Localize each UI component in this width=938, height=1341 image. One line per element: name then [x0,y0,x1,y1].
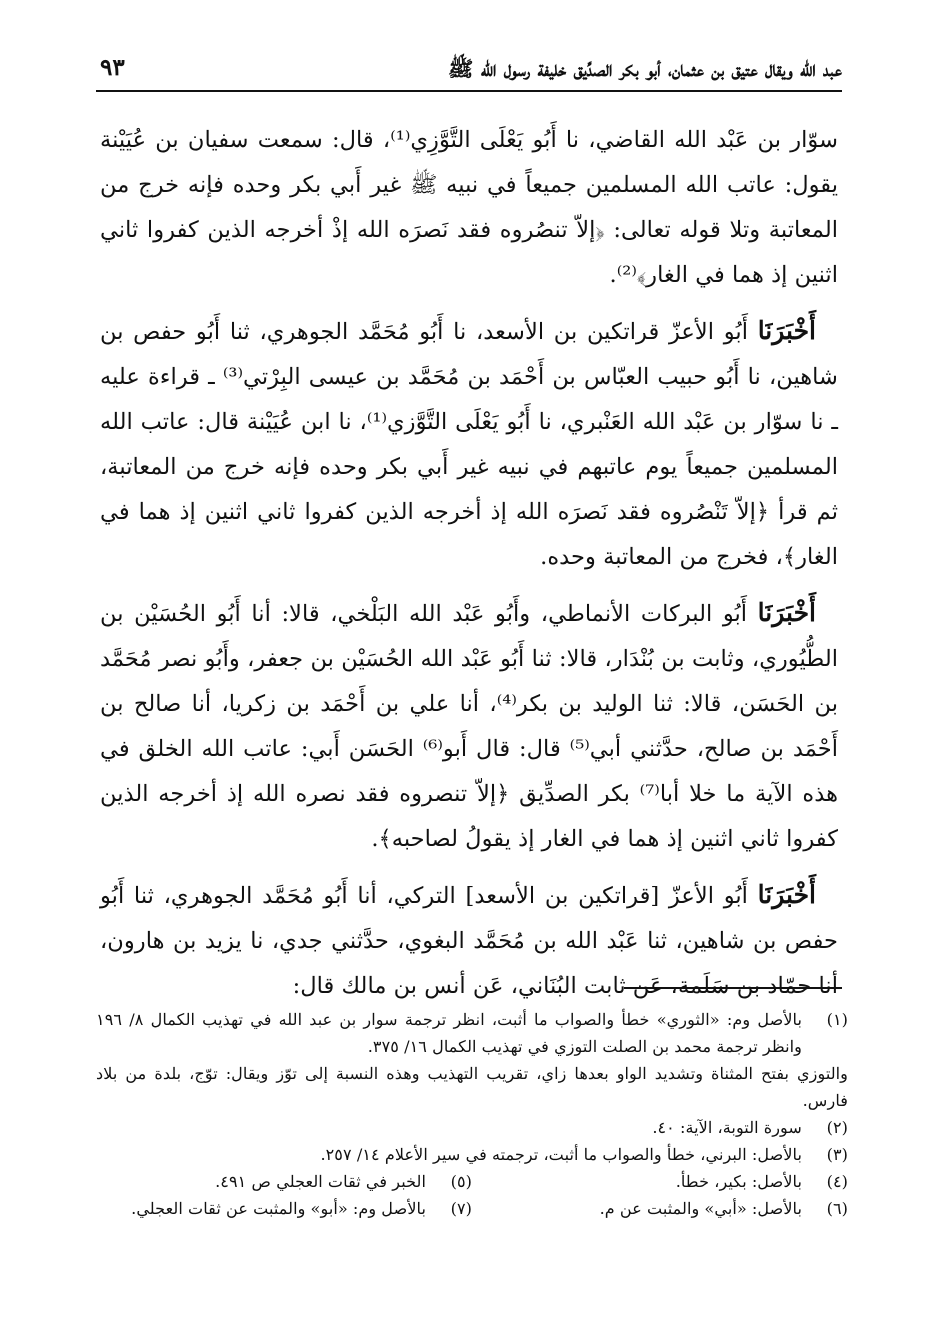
running-header [96,52,842,92]
footnote-text: بالأصل وم: «أبو» والمثبت عن ثقات العجلي. [131,1199,426,1218]
footnote-7 [96,1195,472,1222]
footnote-number: (١) [826,1010,848,1029]
footnote-number: (٢) [826,1118,848,1137]
footnote-text: بالأصل: بكير، خطأ. [675,1172,802,1191]
footnote-number: (٣) [826,1145,848,1164]
paragraph-lead-word: أَخْبَرَنَا [757,598,816,627]
footnote-5 [96,1168,472,1195]
page-number: ٩٣ [100,54,125,81]
footnote-number: (٥) [450,1172,472,1191]
footnote-text: سورة التوبة، الآية: ٤٠. [652,1118,802,1137]
footnote-text: بالأصل: البرني، خطأ والصواب ما أثبت، ترجمته في سير الأعلام ١٤/ ٢٥٧. [320,1145,802,1164]
paragraph [100,118,838,298]
footnote-number: (٦) [826,1199,848,1218]
paragraph-lead-word: أَخْبَرَنَا [757,880,816,909]
paragraph [100,308,838,580]
footnote-1 [96,1006,848,1060]
footnote-row [96,1195,848,1222]
footnote-6 [472,1195,848,1222]
running-title: عبد الله ويقال عتيق بن عثمان، أبو بكر الصدِّيق خليفة رسول الله ﷺ [448,56,842,81]
footnote-4 [472,1168,848,1195]
main-text [100,118,838,1019]
paragraph [100,590,838,862]
footnote-2 [96,1114,848,1141]
footnote-3 [96,1141,848,1168]
footnote-text: الخبر في ثقات العجلي ص ٤٩١. [215,1172,426,1191]
footnote-row [96,1168,848,1195]
footnote-text: بالأصل: «أبي» والمثبت عن م. [599,1199,802,1218]
footnote-separator [624,987,842,989]
footnote-number: (٤) [826,1172,848,1191]
footnotes [96,1006,848,1222]
footnote-text: بالأصل وم: «الثوري» خطأ والصواب ما أثبت، انظر ترجمة سوار بن عبد الله في تهذيب الكمال ٨/ ١٩٦ وانظر ترجمة محمد بن الصلت التوزي في تهذيب الكمال ١٦/ ٣٧٥. [96,1010,802,1056]
paragraph-text: أَبُو الأعزّ [قراتكين بن الأسعد] التركي، أنا أَبُو مُحَمَّد الجوهري، ثنا أَبُو حفص بن شاهين، ثنا عَبْد الله بن مُحَمَّد البغوي، حدَّثني جدي، نا يزيد بن هارون، أنا حمّاد بن سَلَمة، عَن ثابت البُنَاني، عَن أنس بن مالك قال: [100,883,838,999]
paragraph-text: أَبُو البركات الأنماطي، وأَبُو عَبْد الله البَلْخي، قالا: أنا أَبُو الحُسَيْن بن الطُّيُوري، وثابت بن بُنْدَار، قالا: ثنا أَبُو عَبْد الله الحُسَيْن بن جعفر، وأَبُو نصر مُحَمَّد بن الحَسَن، قالا: ثنا الوليد بن بكر⁽⁴⁾، أنا علي بن أَحْمَد بن زكريا، أنا صالح بن أَحْمَد بن صالح، حدَّثني أبي⁽⁵⁾ قال: قال أَبو⁽⁶⁾ الحَسَن أَبي: عاتب الله الخلق في هذه الآية ما خلا أبا⁽⁷⁾ بكر الصدِّيق ﴿إلاّ تنصروه فقد نصره الله إذ أخرجه الذين كفروا ثاني اثنين إذ هما في الغار إذ يقولُ لصاحبه﴾. [100,601,839,852]
footnote-1-continuation: والتوزي بفتح المثناة وتشديد الواو بعدها زاي، تقريب التهذيب وهذه النسبة إلى توّز ويقال: توّج، بلدة من بلاد فارس. [96,1064,848,1110]
paragraph-lead-word: أَخْبَرَنَا [757,316,817,345]
paragraph-text: أَبُو الأعزّ قراتكين بن الأسعد، نا أَبُو مُحَمَّد الجوهري، ثنا أَبُو حفص بن شاهين، نا أَبُو حبيب العبّاس بن أَحْمَد بن مُحَمَّد بن عيسى البِرْتي⁽³⁾ ـ قراءة عليه ـ نا سوّار بن عَبْد الله العَنْبري، نا أَبُو يَعْلَى التَّوَّزي⁽¹⁾، نا ابن عُيَيْنة قال: عاتب الله المسلمين جميعاً يوم عاتبهم في نبيه غير أَبي بكر وحده فإنه خرج من المعاتبة، ثم قرأ ﴿إلاّ تَنْصُروه فقد نَصرَه الله إذ أخرجه الذين كفروا ثاني اثنين إذ هما في الغار﴾، فخرج من المعاتبة وحده. [100,319,838,570]
footnote-number: (٧) [450,1199,472,1218]
paragraph-text: سوّار بن عَبْد الله القاضي، نا أَبُو يَعْلَى التَّوَّزِي⁽¹⁾، قال: سمعت سفيان بن عُيَيْنة يقول: عاتب الله المسلمين جميعاً في نبيه ﷺ غير أَبي بكر وحده فإنه خرج من المعاتبة وتلا قوله تعالى: ﴿إلاّ تنصُروه فقد نَصرَه الله إذْ أخرجه الذين كفروا ثاني اثنين إذ هما في الغار﴾⁽²⁾. [100,127,839,288]
